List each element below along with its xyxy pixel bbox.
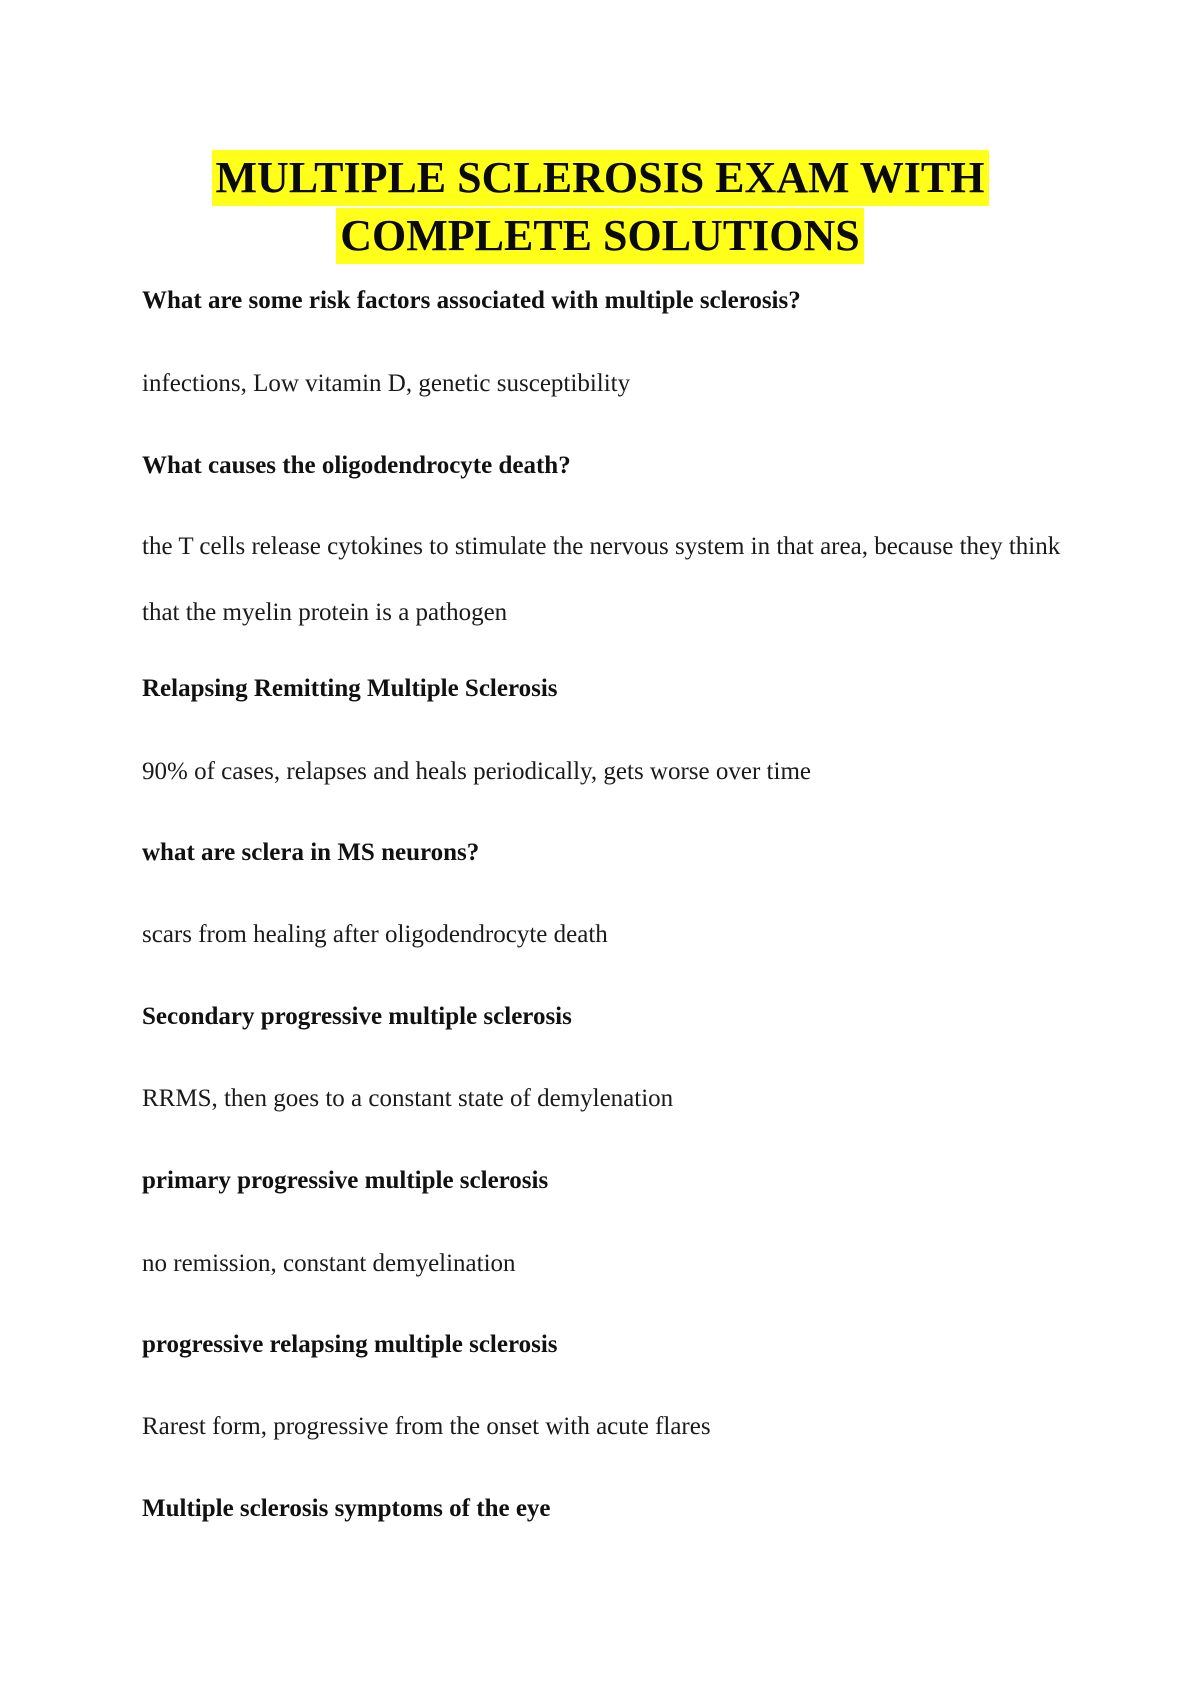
answer-text: scars from healing after oligodendrocyte death [142, 921, 608, 948]
answer-item [142, 757, 1082, 787]
question-item [142, 451, 1082, 481]
answer-item [142, 1084, 1082, 1114]
question-item [142, 838, 1082, 868]
answer-item [142, 1249, 1082, 1279]
title-line-1: MULTIPLE SCLEROSIS EXAM WITH [212, 150, 989, 206]
answer-text: infections, Low vitamin D, genetic susceptibility [142, 370, 631, 397]
question-text: What are some risk factors associated with multiple sclerosis? [142, 287, 801, 314]
answer-text: 90% of cases, relapses and heals periodically, gets worse over time [142, 758, 811, 785]
answer-item [142, 1412, 1082, 1442]
question-text: Secondary progressive multiple sclerosis [142, 1003, 572, 1030]
document-title [0, 150, 1200, 266]
answer-text: Rarest form, progressive from the onset with acute flares [142, 1413, 711, 1440]
answer-text: RRMS, then goes to a constant state of demylenation [142, 1085, 674, 1112]
question-item [142, 286, 1082, 316]
question-item [142, 1166, 1082, 1196]
question-text: Multiple sclerosis symptoms of the eye [142, 1495, 551, 1522]
answer-item [142, 514, 1082, 646]
title-line-2: COMPLETE SOLUTIONS [336, 208, 864, 264]
question-item [142, 1002, 1082, 1032]
question-text: progressive relapsing multiple sclerosis [142, 1331, 558, 1358]
question-item [142, 674, 1082, 704]
question-text: what are sclera in MS neurons? [142, 839, 480, 866]
answer-text: no remission, constant demyelination [142, 1250, 516, 1277]
answer-item [142, 920, 1082, 950]
answer-item [142, 369, 1082, 399]
question-text: Relapsing Remitting Multiple Sclerosis [142, 675, 558, 702]
question-text: primary progressive multiple sclerosis [142, 1167, 549, 1194]
question-text: What causes the oligodendrocyte death? [142, 452, 571, 479]
question-item [142, 1494, 1082, 1524]
question-item [142, 1330, 1082, 1360]
answer-text: the T cells release cytokines to stimulate the nervous system in that area, because they think that the myelin protein is a pathogen [142, 533, 1061, 626]
